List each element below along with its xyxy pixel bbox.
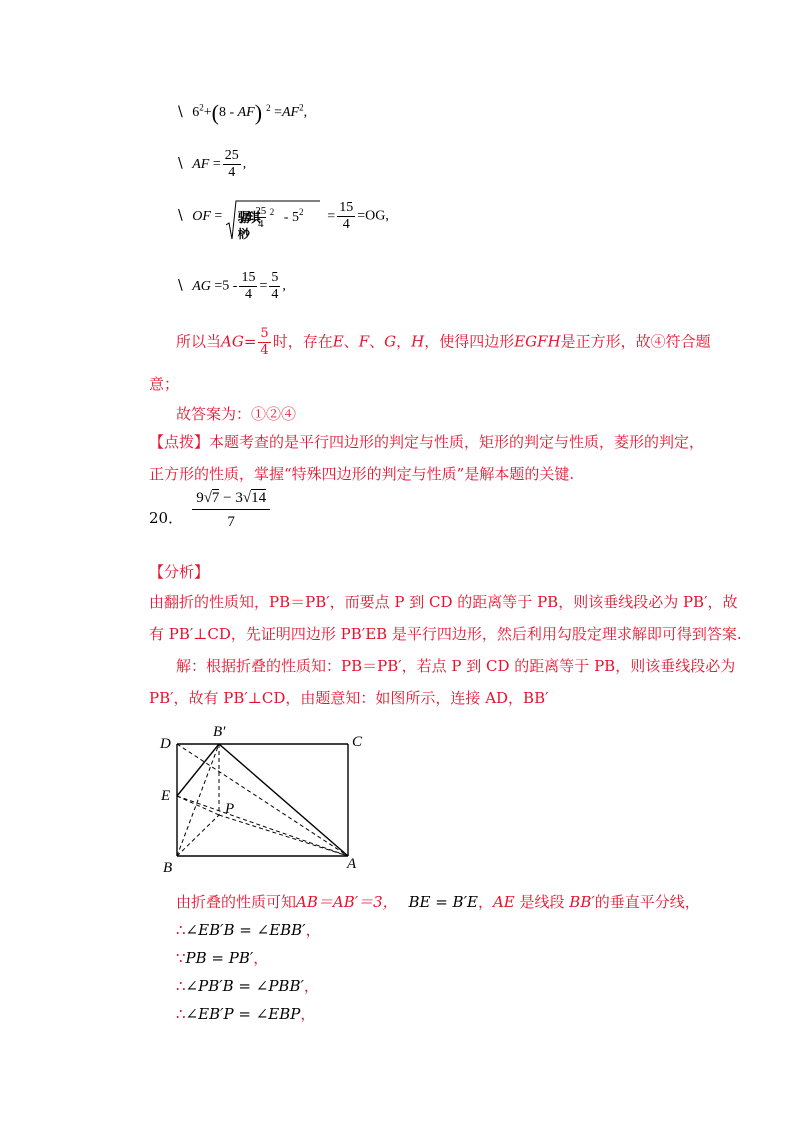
fraction: $\frac{5}{4}$ bbox=[260, 326, 269, 358]
sqrt-sign-icon: √ bbox=[203, 490, 212, 506]
fraction: $\frac{15}{4}$ bbox=[241, 270, 256, 302]
analysis-heading: 【分析】 bbox=[149, 563, 210, 581]
analysis-line-3: 解：根据折叠的性质知：PB＝PB′，若点 P 到 CD 的距离等于 PB，则该垂线段必为 bbox=[176, 657, 736, 675]
fraction: $\frac{15}{4}$ bbox=[339, 200, 354, 232]
analysis-line-1: 由翻折的性质知，PB＝PB′，而要点 P 到 CD 的距离等于 PB，则该垂线段必为 PB′，故 bbox=[149, 593, 738, 611]
label-C: C bbox=[352, 734, 363, 750]
segment-PA bbox=[219, 815, 348, 856]
segment-EB1 bbox=[177, 744, 219, 796]
fraction: $\frac{5}{4}$ bbox=[271, 270, 279, 302]
label-D: D bbox=[160, 736, 171, 752]
label-A: A bbox=[347, 856, 357, 872]
math-line-2: \ AF = $\frac{25}{4}$ , bbox=[178, 148, 247, 180]
sqrt-sign-icon: √ bbox=[242, 490, 252, 506]
label-P: P bbox=[225, 801, 235, 817]
segment-EP bbox=[177, 796, 219, 815]
after-line-1: 由折叠的性质可知AB＝AB′＝3， BE = B′E，AE 是线段 BB′的垂直平分线， bbox=[176, 893, 700, 911]
segment-DA bbox=[177, 744, 348, 856]
after-line-2: ∴∠EB′B = ∠EBB′， bbox=[176, 921, 321, 939]
conclusion-wrap: 意； bbox=[149, 375, 180, 393]
after-line-5: ∴∠EB′P = ∠EBP， bbox=[176, 1005, 316, 1023]
fraction: $\frac{25}{4}$ bbox=[224, 148, 239, 180]
segment-BB1 bbox=[177, 744, 219, 856]
math-line-4: \ AG =5 - $\frac{15}{4}$ = $\frac{5}{4}$ , bbox=[178, 270, 286, 302]
label-E: E bbox=[161, 788, 171, 804]
analysis-line-4: PB′，故有 PB′⊥CD，由题意知：如图所示，连接 AD，BB′ bbox=[149, 689, 549, 707]
sqrt: 骣琪 $\frac{25}{4}$ $^2 - 5^2$ 桫 bbox=[226, 203, 320, 230]
segment-BP bbox=[177, 815, 219, 856]
after-line-3: ∵PB = PB′， bbox=[176, 949, 269, 967]
after-line-4: ∴∠PB′B = ∠PBB′， bbox=[176, 977, 319, 995]
geometry-figure bbox=[155, 720, 375, 880]
label-B-prime: B′ bbox=[213, 724, 226, 740]
segment-B1A bbox=[219, 744, 348, 856]
q20-answer-fraction: $\frac{9√7 - 3√14}{7}$ bbox=[192, 490, 270, 531]
conclusion-paragraph: 所以当AG= $\frac{5}{4}$ 时，存在E、F、G，H，使得四边形EGFH是正方形，故④符合题 bbox=[176, 326, 711, 358]
question-20: 20． $\frac{9√7 - 3√14}{7}$ bbox=[149, 490, 270, 531]
tip-line-2: 正方形的性质，掌握“特殊四边形的判定与性质”是解本题的关键. bbox=[149, 465, 575, 483]
segment-EA bbox=[177, 796, 348, 856]
answer-line: 故答案为：①②④ bbox=[176, 405, 297, 423]
math-line-3: \ OF = 骣琪 $\frac{25}{4}$ $^2 - 5^2$ 桫 = $\frac{15}{4}$ =OG, bbox=[178, 200, 389, 241]
tip-line-1: 【点拨】本题考查的是平行四边形的判定与性质，矩形的判定与性质，菱形的判定， bbox=[149, 433, 705, 451]
math-line-1: \ $6^2+(8 - AF)$ $^2 =AF^2$, bbox=[178, 100, 308, 125]
analysis-line-2: 有 PB′⊥CD，先证明四边形 PB′EB 是平行四边形，然后利用勾股定理求解即可得到答案. bbox=[149, 625, 742, 643]
label-B: B bbox=[163, 860, 173, 876]
